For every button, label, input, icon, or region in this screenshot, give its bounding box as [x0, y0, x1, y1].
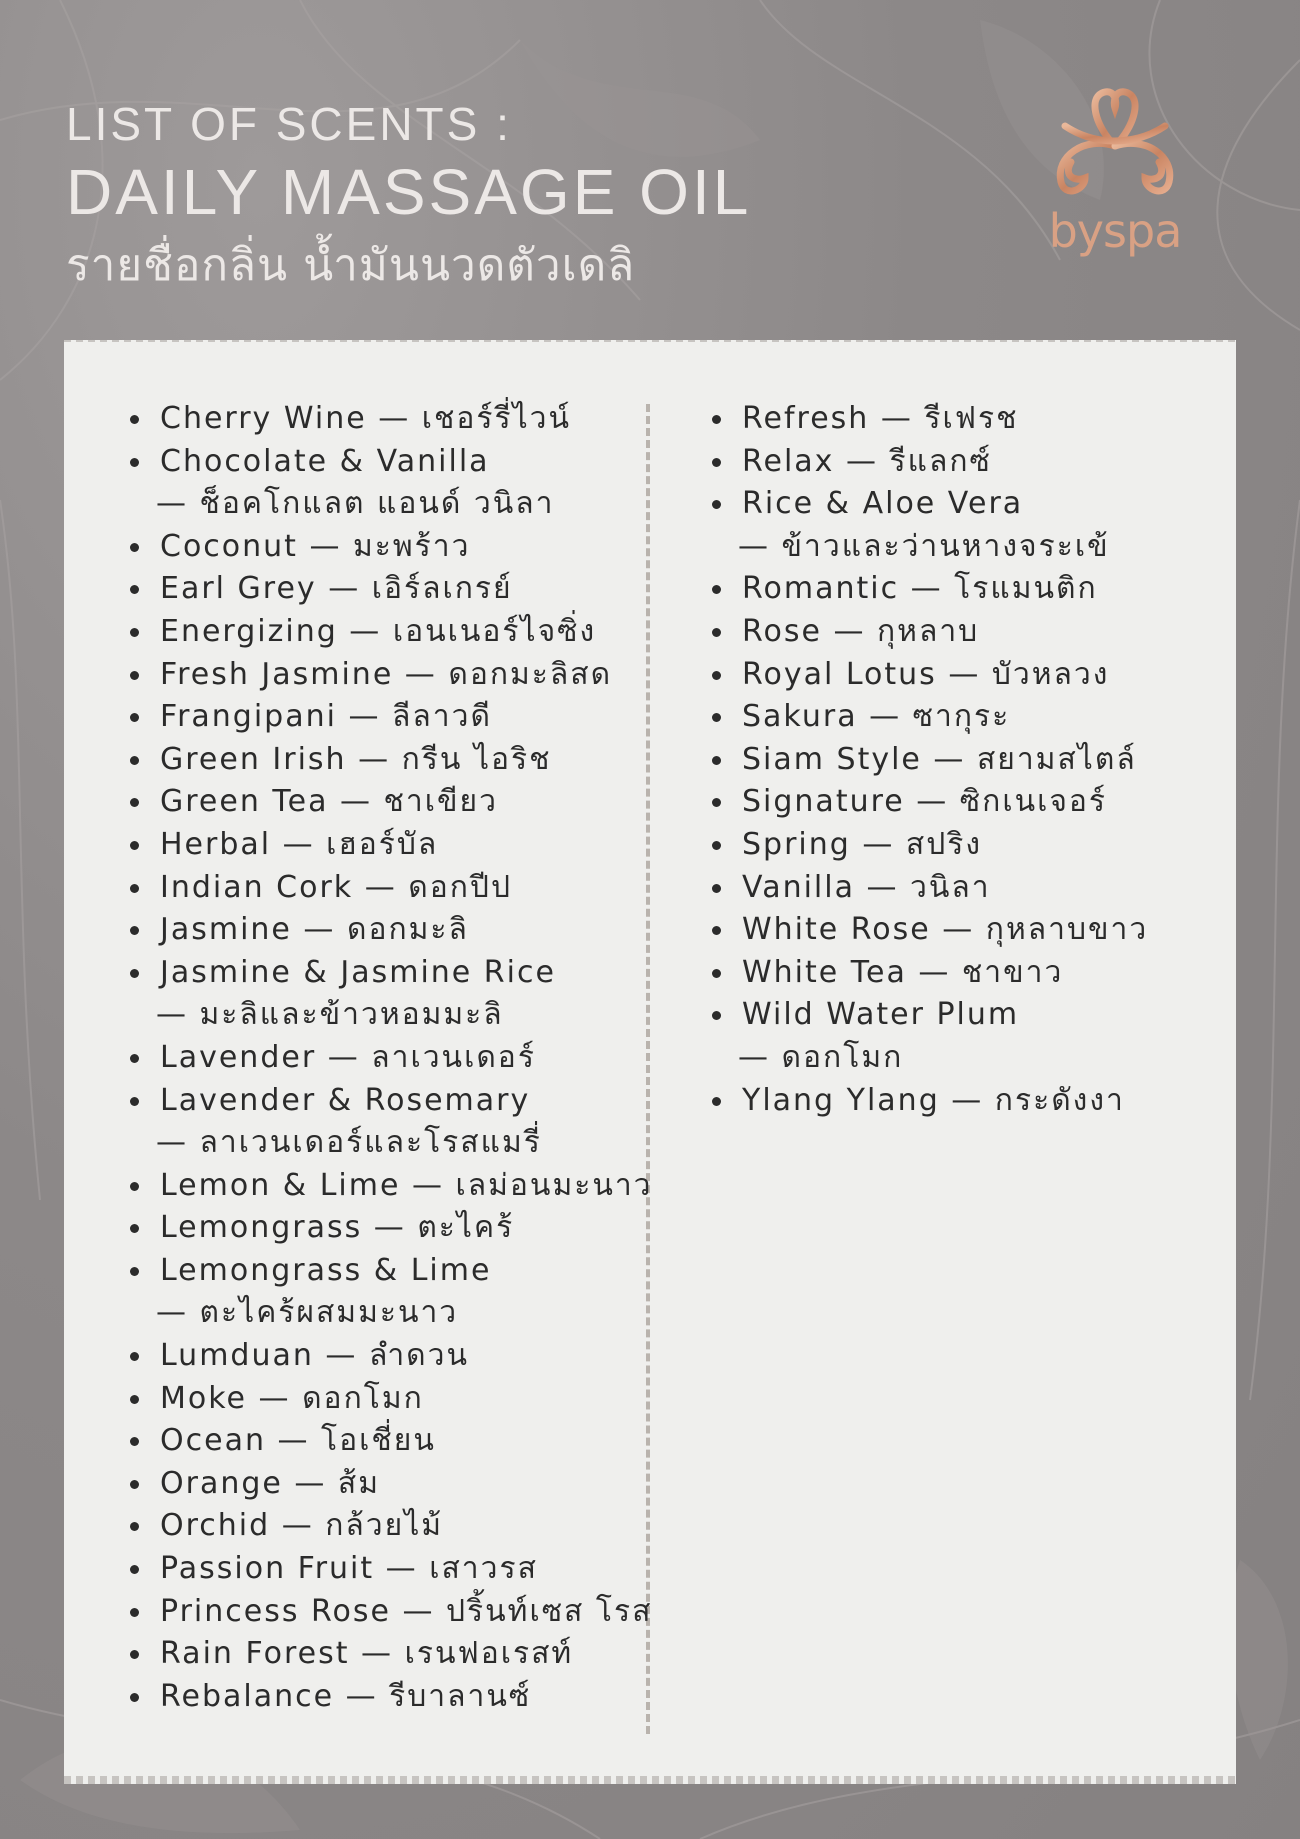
scent-list-item: [126, 696, 636, 739]
scent-name: Indian Cork — ดอกปีป: [160, 869, 513, 905]
scent-name: Princess Rose — ปริ้นท์เซส โรส: [160, 1593, 653, 1629]
scent-list-item: [126, 952, 636, 1037]
scent-list-item: [126, 824, 636, 867]
scent-name: Moke — ดอกโมก: [160, 1380, 424, 1416]
scent-name: Earl Grey — เอิร์ลเกรย์: [160, 571, 513, 607]
scent-list-item: [126, 1633, 636, 1676]
header: [66, 96, 886, 296]
scent-name: Orange — ส้ม: [160, 1465, 381, 1501]
scent-list-item: [126, 1505, 636, 1548]
scent-name: Lemongrass — ตะไคร้: [160, 1210, 515, 1246]
scent-name: Lumduan — ลำดวน: [160, 1338, 470, 1374]
scent-list-item: [126, 1207, 636, 1250]
scent-name: Coconut — มะพร้าว: [160, 528, 471, 564]
scent-list-item: [126, 1591, 653, 1634]
page-title: DAILY MASSAGE OIL: [66, 156, 752, 228]
scent-list-item: [708, 867, 1228, 910]
scent-list-item: [126, 568, 636, 611]
scent-name: Relax — รีแลกซ์: [742, 443, 992, 479]
scent-name: Vanilla — วนิลา: [742, 869, 991, 905]
scent-name: Frangipani — ลีลาวดี: [160, 699, 492, 735]
scent-list-item: [126, 739, 636, 782]
scent-name: Royal Lotus — บัวหลวง: [742, 656, 1110, 692]
scent-name: Herbal — เฮอร์บัล: [160, 826, 439, 862]
scent-list-item: [708, 654, 1228, 697]
scent-name: Lemongrass & Lime: [160, 1252, 492, 1288]
scent-list-item: [708, 781, 1228, 824]
column-divider: [646, 404, 650, 1734]
scent-name: Lemon & Lime — เลม่อนมะนาว: [160, 1167, 653, 1203]
scent-list-item: [126, 1463, 636, 1506]
scent-name: Chocolate & Vanilla: [160, 443, 490, 479]
scent-name: White Tea — ชาขาว: [742, 954, 1064, 990]
scent-name: Siam Style — สยามสไตล์: [742, 741, 1137, 777]
scent-list-item: [126, 398, 636, 441]
scent-name: Rice & Aloe Vera: [742, 486, 1024, 522]
scent-list-item: [126, 781, 636, 824]
scent-name: Cherry Wine — เชอร์รี่ไวน์: [160, 401, 572, 436]
scent-name: Rain Forest — เรนฟอเรสท์: [160, 1636, 574, 1672]
thai-title: รายชื่อกลิ่น น้ำมันนวดตัวเดลิ: [66, 240, 636, 291]
scent-name-thai: — ดอกโมก: [738, 1039, 904, 1075]
scent-list-item: [708, 611, 1228, 654]
scent-list-item: [126, 1080, 636, 1165]
scent-name-thai: — ตะไคร้ผสมมะนาว: [156, 1295, 459, 1331]
scent-name: Green Irish — กรีน ไอริช: [160, 741, 552, 777]
scent-list-item: [126, 1420, 636, 1463]
scent-list-item: [126, 867, 636, 910]
scent-name: Orchid — กล้วยไม้: [160, 1508, 444, 1544]
heart-clover-icon: [1025, 86, 1205, 206]
scent-name: Lavender & Rosemary: [160, 1082, 531, 1118]
scent-name: Signature — ซิกเนเจอร์: [742, 784, 1108, 820]
scent-list-item: [708, 398, 1228, 441]
scent-name: Ocean — โอเชี่ยน: [160, 1423, 436, 1459]
scent-name: Green Tea — ชาเขียว: [160, 784, 498, 820]
scent-list-item: [126, 526, 636, 569]
scent-name: Passion Fruit — เสาวรส: [160, 1551, 538, 1587]
scent-name-thai: — มะลิและข้าวหอมมะลิ: [156, 997, 504, 1033]
scent-list-item: [126, 654, 636, 697]
scent-name: Ylang Ylang — กระดังงา: [742, 1082, 1125, 1118]
scent-list-item: [126, 1335, 636, 1378]
scent-list-item: [708, 441, 1228, 484]
scent-name-thai: — ข้าวและว่านหางจระเข้: [738, 528, 1110, 564]
byspa-logo: [1025, 86, 1205, 276]
header-subtitle: LIST OF SCENTS :: [66, 98, 512, 150]
scent-name: Spring — สปริง: [742, 826, 982, 862]
scent-list-item: [708, 952, 1228, 995]
scent-list-item: [708, 739, 1228, 782]
panel-bottom-edge: [64, 1776, 1236, 1784]
scent-list-item: [708, 909, 1228, 952]
scent-name-thai: — ลาเวนเดอร์และโรสแมรี่: [156, 1125, 542, 1161]
scent-list-item: [708, 994, 1228, 1079]
scent-name-thai: — ช็อคโกแลต แอนด์ วนิลา: [156, 486, 555, 522]
scent-name: Sakura — ซากุระ: [742, 699, 1011, 735]
scent-list-item: [126, 909, 636, 952]
scent-list-item: [126, 1250, 636, 1335]
logo-text: byspa: [1048, 204, 1182, 258]
scent-list-item: [126, 1548, 636, 1591]
scent-name: White Rose — กุหลาบขาว: [742, 912, 1149, 948]
scent-name: Rebalance — รีบาลานซ์: [160, 1678, 532, 1714]
scent-list-right: [708, 398, 1228, 1122]
scent-list-item: [126, 441, 636, 526]
scent-name: Wild Water Plum: [742, 997, 1020, 1033]
scent-list-item: [708, 1080, 1228, 1123]
scent-list-item: [708, 696, 1228, 739]
scent-name: Lavender — ลาเวนเดอร์: [160, 1039, 536, 1075]
scent-name: Energizing — เอนเนอร์ไจซิ่ง: [160, 613, 597, 649]
scent-list-item: [126, 1378, 636, 1421]
scent-list-item: [708, 483, 1228, 568]
scent-name: Rose — กุหลาบ: [742, 613, 980, 649]
scent-name: Fresh Jasmine — ดอกมะลิสด: [160, 656, 613, 692]
scent-list-item: [126, 611, 636, 654]
scent-name: Jasmine & Jasmine Rice: [160, 954, 556, 990]
scent-list-item: [708, 824, 1228, 867]
scent-list-item: [126, 1676, 636, 1719]
scent-name: Romantic — โรแมนติก: [742, 571, 1098, 607]
scent-list-item: [708, 568, 1228, 611]
scent-name: Jasmine — ดอกมะลิ: [160, 912, 469, 948]
scent-name: Refresh — รีเฟรช: [742, 401, 1019, 436]
scent-list-left: [126, 398, 653, 1718]
scent-list-item: [126, 1037, 636, 1080]
scent-list-item: [126, 1165, 653, 1208]
